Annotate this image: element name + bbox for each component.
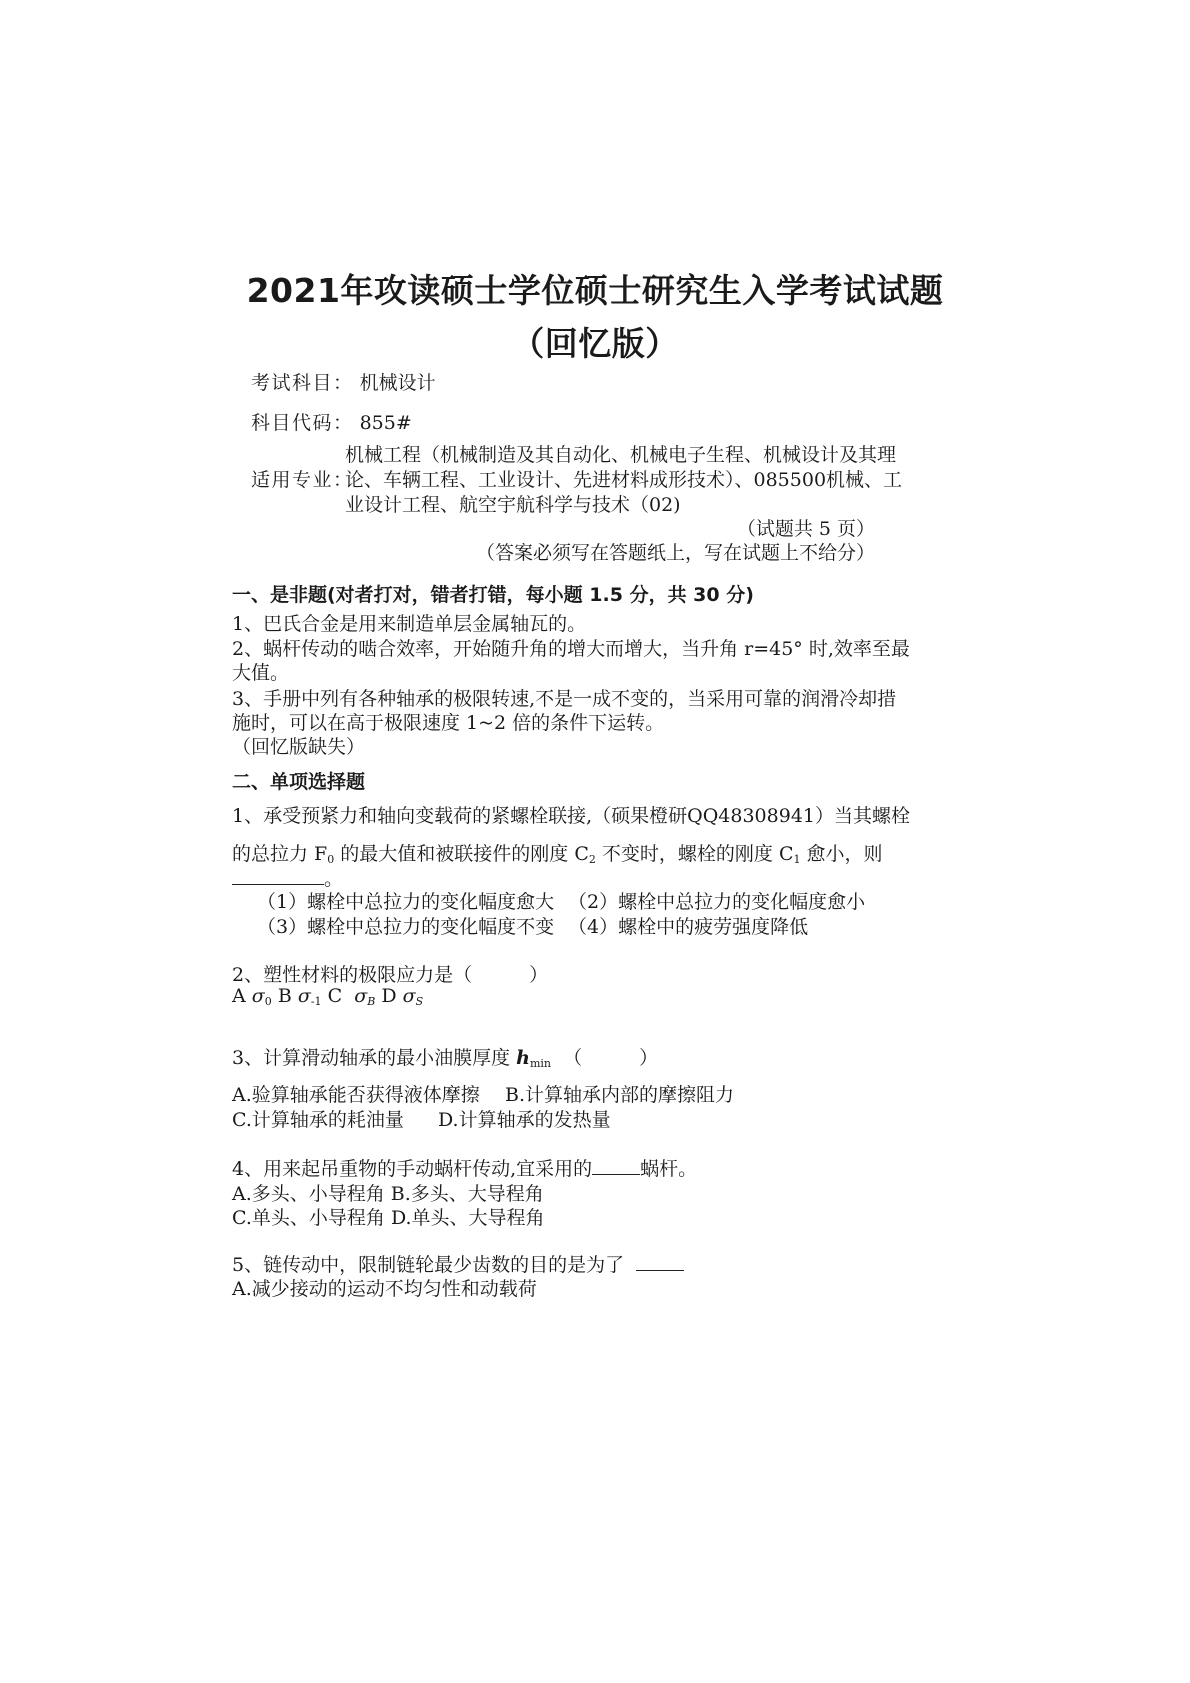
major-line-3: 业设计工程、航空宇航科学与技术（02) bbox=[345, 494, 681, 516]
q1-text-a: 的总拉力 F bbox=[232, 843, 328, 865]
s2-q4-options-ab: A.多头、小导程角 B.多头、大导程角 bbox=[232, 1183, 544, 1205]
q1-sub-f0: 0 bbox=[327, 853, 335, 866]
q2-opt-c: C bbox=[327, 985, 343, 1007]
s2-q3-option-c: C.计算轴承的耗油量 bbox=[232, 1109, 404, 1131]
page-title: 2021年攻读硕士学位硕士研究生入学考试试题 bbox=[246, 271, 944, 310]
q2-sigma-c: σ bbox=[354, 985, 368, 1007]
answer-blank bbox=[232, 883, 324, 885]
q3-var-h: h bbox=[516, 1047, 530, 1069]
q4-stem-b: 蜗杆。 bbox=[640, 1158, 698, 1180]
s2-q3-option-b: B.计算轴承内部的摩擦阻力 bbox=[505, 1084, 735, 1106]
q4-blank bbox=[592, 1173, 640, 1175]
q1-sub-c2: 2 bbox=[588, 853, 596, 866]
page-subtitle: （回忆版） bbox=[511, 324, 679, 363]
code-row bbox=[251, 408, 412, 435]
section2-heading: 二、单项选择题 bbox=[232, 771, 366, 793]
major-line-2: 论、车辆工程、工业设计、先进材料成形技术）、085500机械、工 bbox=[345, 469, 903, 491]
pages-note: （试题共 5 页） bbox=[736, 518, 875, 540]
q4-stem-a: 4、用来起吊重物的手动蜗杆传动,宜采用的 bbox=[232, 1158, 593, 1180]
q2-opt-b: B bbox=[277, 985, 292, 1007]
subject-row bbox=[251, 368, 436, 395]
code-label: 科目代码： bbox=[251, 412, 354, 434]
s1-missing-note: （回忆版缺失） bbox=[232, 736, 366, 758]
s2-q2-options bbox=[232, 985, 423, 1008]
q3-stem-text: 3、计算滑动轴承的最小油膜厚度 bbox=[232, 1047, 511, 1069]
q2-sub-c: B bbox=[367, 995, 376, 1008]
s2-q1-option-2: （2）螺栓中总拉力的变化幅度愈小 bbox=[568, 891, 866, 913]
s1-question-3-line1: 3、手册中列有各种轴承的极限转速,不是一成不变的，当采用可靠的润滑冷却措 bbox=[232, 688, 897, 710]
q1-sub-c1: 1 bbox=[793, 853, 801, 866]
q5-blank bbox=[636, 1269, 684, 1271]
s2-q4-options-cd: C.单头、小导程角 D.单头、大导程角 bbox=[232, 1207, 545, 1229]
q2-sigma-b: σ bbox=[297, 985, 311, 1007]
s1-question-3-line2: 施时，可以在高于极限速度 1~2 倍的条件下运转。 bbox=[232, 712, 665, 734]
q1-end: 。 bbox=[324, 868, 344, 890]
q2-sub-b: -1 bbox=[310, 995, 322, 1008]
q1-text-d: 愈小，则 bbox=[800, 843, 883, 865]
s2-q1-option-3: （3）螺栓中总拉力的变化幅度不变 bbox=[257, 916, 555, 938]
q1-text-b: 的最大值和被联接件的刚度 C bbox=[334, 843, 589, 865]
s2-q3-option-d: D.计算轴承的发热量 bbox=[438, 1109, 611, 1131]
q2-opt-d: D bbox=[381, 985, 397, 1007]
code-value: 855# bbox=[359, 412, 412, 434]
s1-question-1: 1、巴氏合金是用来制造单层金属轴瓦的。 bbox=[232, 613, 587, 635]
s1-question-2-line1: 2、蜗杆传动的啮合效率，开始随升角的增大而增大，当升角 r=45° 时,效率至最 bbox=[232, 638, 910, 660]
q2-sigma-d: σ bbox=[402, 985, 416, 1007]
s2-q1-line1: 1、承受预紧力和轴向变载荷的紧螺栓联接,（硕果橙研QQ48308941）当其螺栓 bbox=[232, 805, 910, 827]
s1-question-2-line2: 大值。 bbox=[232, 662, 290, 684]
s2-q1-option-4: （4）螺栓中的疲劳强度降低 bbox=[568, 916, 809, 938]
q3-paren: （ ） bbox=[563, 1047, 659, 1069]
q3-var-sub: min bbox=[529, 1057, 552, 1070]
s2-q1-option-1: （1）螺栓中总拉力的变化幅度愈大 bbox=[257, 891, 555, 913]
s2-q3-option-a: A.验算轴承能否获得液体摩擦 bbox=[232, 1084, 480, 1106]
s2-q2-stem: 2、塑性材料的极限应力是（ ） bbox=[232, 964, 549, 986]
major-line-1: 机械工程（机械制造及其自动化、机械电子生程、机械设计及其理 bbox=[345, 444, 897, 466]
q1-text-c: 不变时，螺栓的刚度 C bbox=[595, 843, 794, 865]
s2-q5-option-a: A.减少接动的运动不均匀性和动载荷 bbox=[232, 1278, 537, 1300]
section1-heading: 一、是非题(对者打对，错者打错，每小题 1.5 分，共 30 分) bbox=[232, 584, 754, 606]
major-label: 适用专业： bbox=[251, 469, 354, 491]
subject-value: 机械设计 bbox=[359, 372, 436, 394]
q5-stem-text: 5、链传动中，限制链轮最少齿数的目的是为了 bbox=[232, 1254, 625, 1276]
s2-q4-stem bbox=[232, 1154, 697, 1181]
answer-note: （答案必须写在答题纸上，写在试题上不给分） bbox=[475, 542, 875, 564]
s2-q5-stem bbox=[232, 1250, 684, 1277]
q2-sigma-a: σ bbox=[251, 985, 265, 1007]
subject-label: 考试科目： bbox=[251, 372, 354, 394]
s2-q3-stem bbox=[232, 1043, 658, 1070]
q2-opt-a: A bbox=[232, 985, 246, 1007]
s2-q1-line2 bbox=[232, 839, 883, 866]
q2-sub-d: S bbox=[415, 995, 424, 1008]
q2-sub-a: 0 bbox=[264, 995, 272, 1008]
